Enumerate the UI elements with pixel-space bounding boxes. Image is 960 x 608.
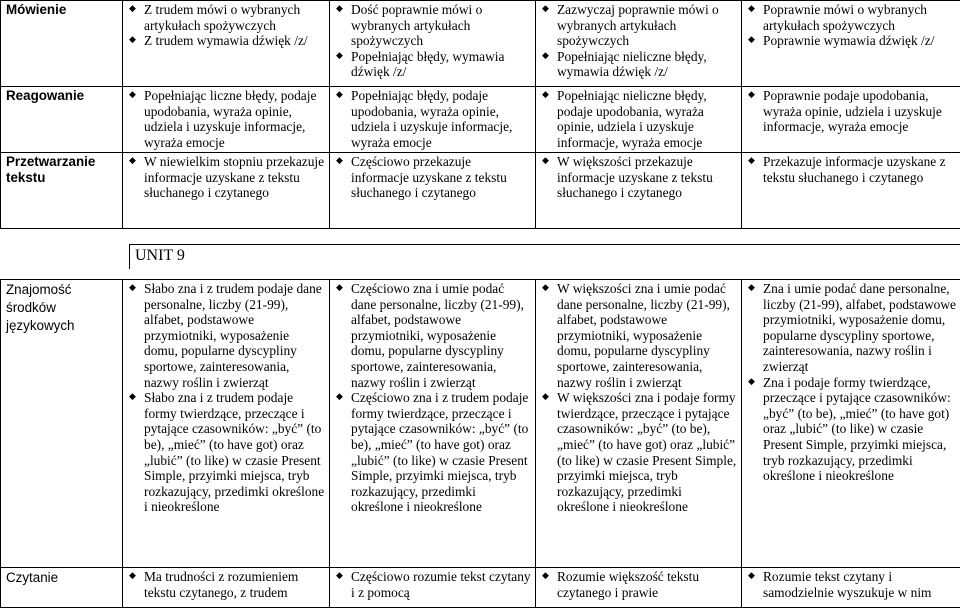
list-item: ◆ Ma trudności z rozumieniem tekstu czytanego, z trudem bbox=[144, 569, 325, 600]
list-item: ◆ Rozumie większość tekstu czytanego i prawie bbox=[557, 569, 737, 600]
grade-cell bbox=[742, 280, 960, 568]
grade-cell bbox=[536, 153, 742, 229]
grade-cell bbox=[330, 280, 536, 568]
list-item: ◆ W większości zna i podaje formy twierdzące, przeczące i pytające czasowników: „być” (to be), „mieć” (to have got) oraz „lubić” (to like) w czasie Present Simple, przyimki miejsca, tryb rozkazujący, przedimki określone i nieokreślone bbox=[557, 390, 737, 515]
grading-table-bottom bbox=[0, 279, 960, 608]
row-heading: Mówienie bbox=[1, 1, 123, 87]
list-item: ◆ Popełniając błędy, podaje upodobania, wyraża opinie, udziela i uzyskuje informacje, wyraża emocje bbox=[351, 88, 531, 150]
grade-cell bbox=[123, 87, 330, 153]
grade-cell bbox=[330, 153, 536, 229]
unit-label: UNIT 9 bbox=[129, 244, 960, 269]
list-item: ◆ Poprawnie podaje upodobania, wyraża opinie, udziela i uzyskuje informacje, wyraża emocje bbox=[763, 88, 956, 135]
grade-cell bbox=[742, 568, 960, 608]
list-item: ◆ Popełniając błędy, wymawia dźwięk /z/ bbox=[351, 49, 531, 80]
grade-cell bbox=[536, 568, 742, 608]
list-item: ◆ Z trudem wymawia dźwięk /z/ bbox=[144, 33, 325, 49]
list-item: ◆ Częściowo zna i z trudem podaje formy twierdzące, przeczące i pytające czasowników: „być” (to be), „mieć” (to have got) oraz „lubić” (to like) w czasie Present Simple, przyimki miejsca, tryb rozkazujący, przedimki określone i nieokreślone bbox=[351, 390, 531, 515]
table-row bbox=[1, 87, 960, 153]
table-row bbox=[1, 568, 960, 608]
grade-cell bbox=[536, 87, 742, 153]
table-row bbox=[1, 153, 960, 229]
grade-cell bbox=[330, 87, 536, 153]
row-heading: Znajomość środków językowych bbox=[1, 280, 123, 568]
grade-cell bbox=[330, 568, 536, 608]
table-row bbox=[1, 1, 960, 87]
grade-cell bbox=[742, 87, 960, 153]
list-item: ◆ Popełniając nieliczne błędy, wymawia dźwięk /z/ bbox=[557, 49, 737, 80]
list-item: ◆ Częściowo zna i umie podać dane personalne, liczby (21-99), alfabet, podstawowe przymiotniki, wyposażenie domu, popularne dyscypliny sportowe, zainteresowania, nazwy roślin i zwierząt bbox=[351, 281, 531, 390]
list-item: ◆ Popełniając nieliczne błędy, podaje upodobania, wyraża opinie, udziela i uzyskuje informacje, wyraża emocje bbox=[557, 88, 737, 150]
list-item: ◆ Przekazuje informacje uzyskane z tekstu słuchanego i czytanego bbox=[763, 154, 956, 185]
grade-cell bbox=[742, 153, 960, 229]
list-item: ◆ Dość poprawnie mówi o wybranych artykułach spożywczych bbox=[351, 2, 531, 49]
list-item: ◆ Częściowo rozumie tekst czytany i z pomocą bbox=[351, 569, 531, 600]
grade-cell bbox=[123, 153, 330, 229]
grade-cell bbox=[536, 1, 742, 87]
grade-cell bbox=[123, 280, 330, 568]
list-item: ◆ W większości przekazuje informacje uzyskane z tekstu słuchanego i czytanego bbox=[557, 154, 737, 201]
grade-cell bbox=[536, 280, 742, 568]
list-item: ◆ W niewielkim stopniu przekazuje informacje uzyskane z tekstu słuchanego i czytanego bbox=[144, 154, 325, 201]
list-item: ◆ Poprawnie mówi o wybranych artykułach spożywczych bbox=[763, 2, 956, 33]
grading-table-top bbox=[0, 0, 960, 229]
list-item: ◆ Słabo zna i z trudem podaje dane personalne, liczby (21-99), alfabet, podstawowe przymiotniki, wyposażenie domu, popularne dyscypliny sportowe, zainteresowania, nazwy roślin i zwierząt bbox=[144, 281, 325, 390]
grade-cell bbox=[123, 568, 330, 608]
table-row bbox=[1, 280, 960, 568]
grade-cell bbox=[742, 1, 960, 87]
list-item: ◆ Częściowo przekazuje informacje uzyskane z tekstu słuchanego i czytanego bbox=[351, 154, 531, 201]
row-heading: Reagowanie bbox=[1, 87, 123, 153]
list-item: ◆ Słabo zna i z trudem podaje formy twierdzące, przeczące i pytające czasowników: „być” (to be), „mieć” (to have got) oraz „lubić” (to like) w czasie Present Simple, przyimki miejsca, tryb rozkazujący, przedimki określone i nieokreślone bbox=[144, 390, 325, 515]
grade-cell bbox=[123, 1, 330, 87]
list-item: ◆ Popełniając liczne błędy, podaje upodobania, wyraża opinie, udziela i uzyskuje informacje, wyraża emocje bbox=[144, 88, 325, 150]
row-heading: Czytanie bbox=[1, 568, 123, 608]
list-item: ◆ Rozumie tekst czytany i samodzielnie wyszukuje w nim bbox=[763, 569, 956, 600]
grade-cell bbox=[330, 1, 536, 87]
list-item: ◆ Zna i umie podać dane personalne, liczby (21-99), alfabet, podstawowe przymiotniki, wyposażenie domu, popularne dyscypliny sportowe, zainteresowania, nazwy roślin i zwierząt bbox=[763, 281, 956, 375]
list-item: ◆ Zazwyczaj poprawnie mówi o wybranych artykułach spożywczych bbox=[557, 2, 737, 49]
list-item: ◆ Poprawnie wymawia dźwięk /z/ bbox=[763, 33, 956, 49]
list-item: ◆ W większości zna i umie podać dane personalne, liczby (21-99), alfabet, podstawowe przymiotniki, wyposażenie domu, popularne dyscypliny sportowe, zainteresowania, nazwy roślin i zwierząt bbox=[557, 281, 737, 390]
list-item: ◆ Zna i podaje formy twierdzące, przeczące i pytające czasowników: „być” (to be), „mieć” (to have got) oraz „lubić” (to like) w czasie Present Simple, przyimki miejsca, tryb rozkazujący, przedimki określone i nieokreślone bbox=[763, 375, 956, 484]
list-item: ◆ Z trudem mówi o wybranych artykułach spożywczych bbox=[144, 2, 325, 33]
row-heading: Przetwarzanie tekstu bbox=[1, 153, 123, 229]
